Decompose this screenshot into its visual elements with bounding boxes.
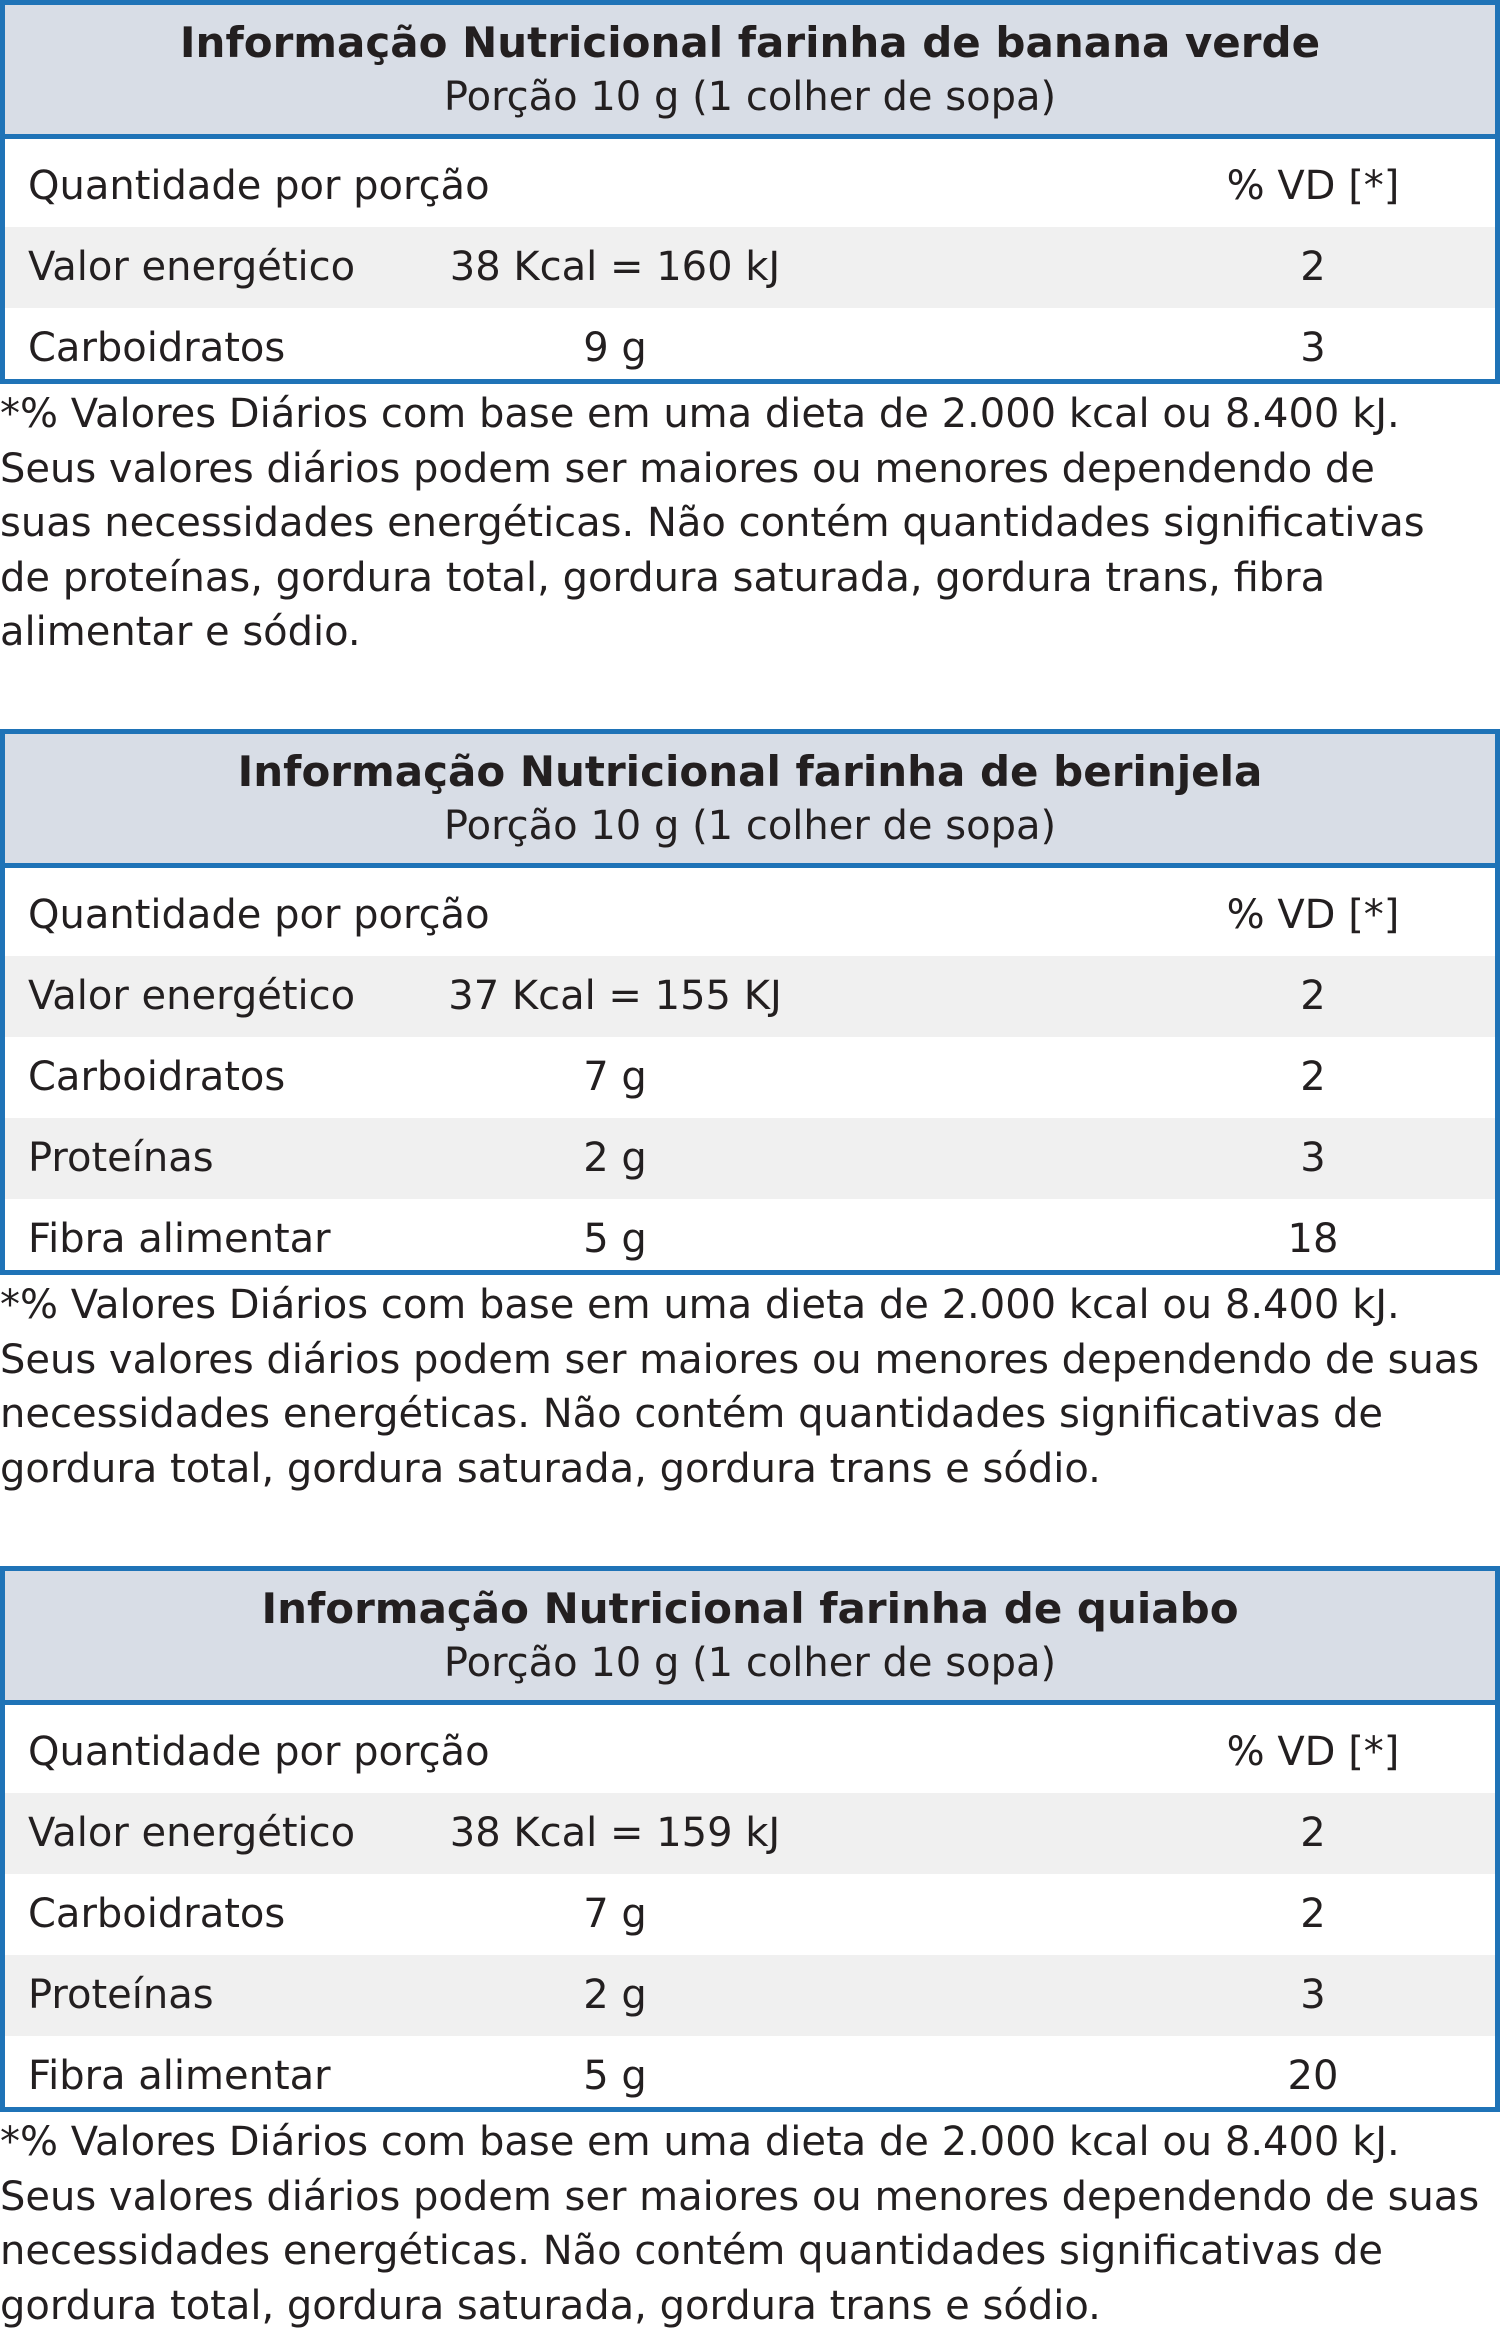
footnote-line: de proteínas, gordura total, gordura saturada, gordura trans, fibra [0,551,1500,606]
column-header-vd: % VD [*] [1163,891,1463,939]
nutrient-name: Carboidratos [28,1890,285,1938]
nutrient-vd: 18 [1163,1215,1463,1263]
table-row [5,1199,1495,1275]
footnote [0,1278,1500,1496]
column-header-quantity: Quantidade por porção [28,1728,490,1776]
portion-size: Porção 10 g (1 colher de sopa) [5,1639,1495,1687]
table-row [5,1955,1495,2036]
column-header-vd: % VD [*] [1163,1728,1463,1776]
nutrient-vd: 3 [1163,1971,1463,2019]
footnote-line: gordura total, gordura saturada, gordura trans e sódio. [0,1442,1500,1497]
column-header-quantity: Quantidade por porção [28,162,490,210]
footnote-line: *% Valores Diários com base em uma dieta de 2.000 kcal ou 8.400 kJ. [0,387,1500,442]
nutrient-vd: 2 [1163,243,1463,291]
nutrient-name: Fibra alimentar [28,2052,331,2100]
column-header-row [5,1712,1495,1793]
nutrient-amount: 2 g [315,1134,915,1182]
nutrient-name: Fibra alimentar [28,1215,331,1263]
table-row [5,1118,1495,1199]
nutrient-vd: 2 [1163,1890,1463,1938]
nutrient-name: Valor energético [28,243,355,291]
nutrient-vd: 3 [1163,324,1463,372]
nutrient-name: Proteínas [28,1971,214,2019]
nutrition-table [0,729,1500,1275]
nutrient-name: Carboidratos [28,1053,285,1101]
table-row [5,308,1495,384]
nutrient-amount: 37 Kcal = 155 KJ [315,972,915,1020]
nutrient-amount: 7 g [315,1890,915,1938]
footnote-line: gordura total, gordura saturada, gordura trans e sódio. [0,2279,1500,2333]
nutrient-vd: 2 [1163,972,1463,1020]
nutrient-vd: 20 [1163,2052,1463,2100]
table-row [5,227,1495,308]
table-header [5,734,1495,868]
column-header-row [5,875,1495,956]
footnote [0,387,1500,660]
nutrient-name: Valor energético [28,1809,355,1857]
nutrient-name: Proteínas [28,1134,214,1182]
column-header-quantity: Quantidade por porção [28,891,490,939]
column-header-row [5,146,1495,227]
footnote [0,2115,1500,2333]
table-row [5,1874,1495,1955]
nutrient-amount: 5 g [315,2052,915,2100]
nutrient-amount: 2 g [315,1971,915,2019]
table-title: Informação Nutricional farinha de quiabo [5,1585,1495,1633]
nutrient-vd: 3 [1163,1134,1463,1182]
footnote-line: *% Valores Diários com base em uma dieta de 2.000 kcal ou 8.400 kJ. [0,2115,1500,2170]
table-row [5,956,1495,1037]
footnote-line: suas necessidades energéticas. Não contém quantidades significativas [0,496,1500,551]
footnote-line: Seus valores diários podem ser maiores ou menores dependendo de suas [0,1333,1500,1388]
footnote-line: *% Valores Diários com base em uma dieta de 2.000 kcal ou 8.400 kJ. [0,1278,1500,1333]
table-row [5,2036,1495,2112]
nutrition-table [0,1566,1500,2112]
footnote-line: necessidades energéticas. Não contém quantidades significativas de [0,1387,1500,1442]
table-header [5,5,1495,139]
portion-size: Porção 10 g (1 colher de sopa) [5,802,1495,850]
portion-size: Porção 10 g (1 colher de sopa) [5,73,1495,121]
nutrient-amount: 38 Kcal = 160 kJ [315,243,915,291]
footnote-line: Seus valores diários podem ser maiores ou menores dependendo de suas [0,2170,1500,2225]
nutrient-amount: 5 g [315,1215,915,1263]
footnote-line: necessidades energéticas. Não contém quantidades significativas de [0,2224,1500,2279]
nutrient-vd: 2 [1163,1053,1463,1101]
table-row [5,1793,1495,1874]
nutrient-name: Carboidratos [28,324,285,372]
table-title: Informação Nutricional farinha de berinjela [5,748,1495,796]
nutrient-amount: 7 g [315,1053,915,1101]
table-title: Informação Nutricional farinha de banana verde [5,19,1495,67]
nutrient-name: Valor energético [28,972,355,1020]
table-row [5,1037,1495,1118]
nutrient-amount: 9 g [315,324,915,372]
footnote-line: Seus valores diários podem ser maiores ou menores dependendo de [0,442,1500,497]
nutrition-table [0,0,1500,384]
table-header [5,1571,1495,1705]
nutrient-amount: 38 Kcal = 159 kJ [315,1809,915,1857]
footnote-line: alimentar e sódio. [0,605,1500,660]
column-header-vd: % VD [*] [1163,162,1463,210]
nutrient-vd: 2 [1163,1809,1463,1857]
